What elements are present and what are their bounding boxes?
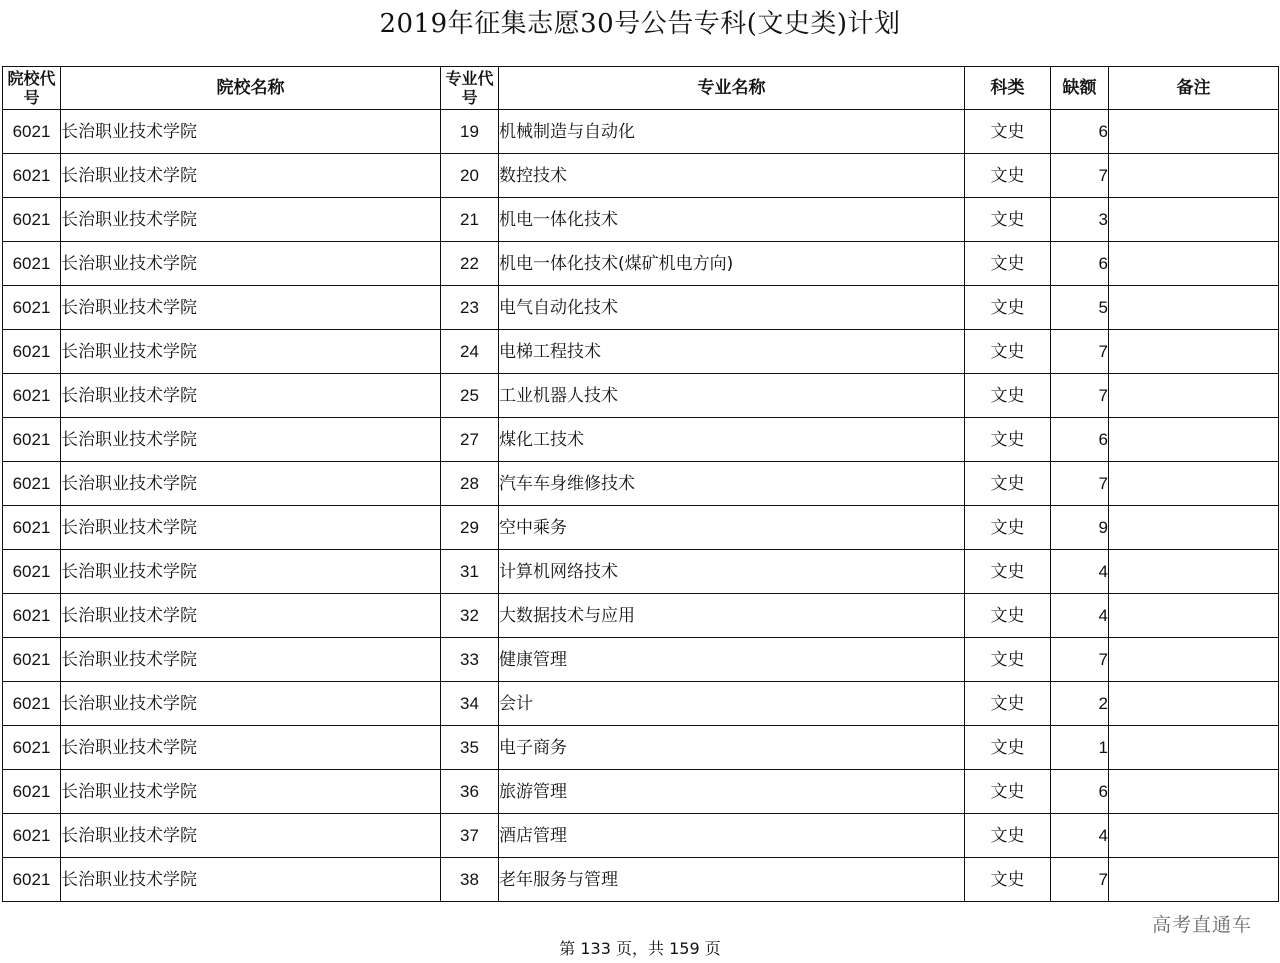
page-title: 2019年征集志愿30号公告专科(文史类)计划 [379,9,901,39]
cell-school-name: 长治职业技术学院 [61,154,441,198]
cell-school-name: 长治职业技术学院 [61,374,441,418]
cell-school-name: 长治职业技术学院 [61,770,441,814]
cell-note [1109,286,1279,330]
cell-category: 文史 [965,242,1051,286]
cell-category: 文史 [965,594,1051,638]
cell-category: 文史 [965,286,1051,330]
cell-major-code: 19 [441,110,499,154]
cell-major-name: 会计 [499,682,965,726]
cell-school-code: 6021 [3,814,61,858]
cell-school-code: 6021 [3,110,61,154]
cell-major-name: 电子商务 [499,726,965,770]
cell-major-name: 大数据技术与应用 [499,594,965,638]
cell-quota: 6 [1051,242,1109,286]
cell-major-code: 35 [441,726,499,770]
cell-major-code: 34 [441,682,499,726]
cell-school-name: 长治职业技术学院 [61,418,441,462]
cell-major-code: 21 [441,198,499,242]
cell-school-code: 6021 [3,770,61,814]
cell-category: 文史 [965,858,1051,902]
cell-category: 文史 [965,110,1051,154]
table-row [3,418,1279,462]
cell-major-code: 31 [441,550,499,594]
table-row [3,330,1279,374]
table-row [3,638,1279,682]
cell-school-name: 长治职业技术学院 [61,858,441,902]
cell-school-name: 长治职业技术学院 [61,726,441,770]
cell-category: 文史 [965,550,1051,594]
cell-note [1109,418,1279,462]
cell-school-name: 长治职业技术学院 [61,286,441,330]
cell-quota: 4 [1051,550,1109,594]
cell-quota: 6 [1051,110,1109,154]
cell-quota: 7 [1051,374,1109,418]
cell-category: 文史 [965,638,1051,682]
cell-school-code: 6021 [3,462,61,506]
cell-major-code: 38 [441,858,499,902]
cell-quota: 1 [1051,726,1109,770]
table-row [3,198,1279,242]
cell-school-code: 6021 [3,638,61,682]
cell-category: 文史 [965,330,1051,374]
table-row [3,550,1279,594]
cell-quota: 2 [1051,682,1109,726]
table-row [3,154,1279,198]
watermark: 高考直通车 [1151,914,1252,936]
cell-school-name: 长治职业技术学院 [61,682,441,726]
cell-quota: 4 [1051,594,1109,638]
cell-note [1109,726,1279,770]
cell-major-code: 27 [441,418,499,462]
cell-major-code: 29 [441,506,499,550]
cell-category: 文史 [965,682,1051,726]
cell-note [1109,682,1279,726]
cell-school-name: 长治职业技术学院 [61,110,441,154]
header-category: 科类 [965,67,1051,110]
cell-category: 文史 [965,418,1051,462]
cell-major-code: 25 [441,374,499,418]
cell-school-code: 6021 [3,550,61,594]
cell-major-code: 22 [441,242,499,286]
cell-quota: 7 [1051,638,1109,682]
cell-major-name: 机电一体化技术 [499,198,965,242]
table-row [3,110,1279,154]
table-body [3,110,1279,902]
cell-note [1109,110,1279,154]
cell-major-name: 汽车车身维修技术 [499,462,965,506]
header-quota: 缺额 [1051,67,1109,110]
cell-note [1109,550,1279,594]
cell-major-name: 计算机网络技术 [499,550,965,594]
cell-major-name: 电梯工程技术 [499,330,965,374]
cell-quota: 7 [1051,462,1109,506]
cell-quota: 7 [1051,330,1109,374]
cell-school-code: 6021 [3,374,61,418]
cell-school-code: 6021 [3,286,61,330]
cell-major-name: 机电一体化技术(煤矿机电方向) [499,242,965,286]
cell-school-name: 长治职业技术学院 [61,594,441,638]
cell-category: 文史 [965,198,1051,242]
cell-major-code: 32 [441,594,499,638]
cell-major-code: 36 [441,770,499,814]
cell-major-name: 机械制造与自动化 [499,110,965,154]
cell-school-name: 长治职业技术学院 [61,462,441,506]
cell-major-name: 煤化工技术 [499,418,965,462]
cell-note [1109,154,1279,198]
table-row [3,506,1279,550]
cell-school-name: 长治职业技术学院 [61,506,441,550]
cell-category: 文史 [965,374,1051,418]
cell-school-code: 6021 [3,506,61,550]
cell-note [1109,330,1279,374]
table-row [3,374,1279,418]
cell-quota: 6 [1051,418,1109,462]
cell-school-name: 长治职业技术学院 [61,242,441,286]
cell-school-code: 6021 [3,154,61,198]
cell-major-name: 电气自动化技术 [499,286,965,330]
cell-major-code: 33 [441,638,499,682]
cell-note [1109,594,1279,638]
cell-category: 文史 [965,770,1051,814]
cell-major-name: 空中乘务 [499,506,965,550]
header-school-code: 院校代号 [3,67,61,110]
cell-major-name: 数控技术 [499,154,965,198]
table-row [3,726,1279,770]
cell-quota: 5 [1051,286,1109,330]
cell-note [1109,242,1279,286]
cell-quota: 3 [1051,198,1109,242]
cell-quota: 6 [1051,770,1109,814]
cell-note [1109,638,1279,682]
cell-school-code: 6021 [3,330,61,374]
cell-school-code: 6021 [3,418,61,462]
cell-school-name: 长治职业技术学院 [61,638,441,682]
cell-note [1109,858,1279,902]
cell-major-name: 健康管理 [499,638,965,682]
cell-note [1109,814,1279,858]
cell-quota: 9 [1051,506,1109,550]
cell-major-code: 37 [441,814,499,858]
cell-category: 文史 [965,814,1051,858]
header-major-name: 专业名称 [499,67,965,110]
table-row [3,770,1279,814]
cell-note [1109,462,1279,506]
table-row [3,814,1279,858]
cell-note [1109,374,1279,418]
cell-major-code: 24 [441,330,499,374]
cell-note [1109,198,1279,242]
table-row [3,858,1279,902]
table-row [3,462,1279,506]
cell-category: 文史 [965,726,1051,770]
cell-major-name: 酒店管理 [499,814,965,858]
header-school-name: 院校名称 [61,67,441,110]
cell-school-code: 6021 [3,682,61,726]
table-row [3,242,1279,286]
cell-major-name: 工业机器人技术 [499,374,965,418]
cell-school-name: 长治职业技术学院 [61,550,441,594]
cell-category: 文史 [965,462,1051,506]
cell-major-code: 28 [441,462,499,506]
table-header-row [3,67,1279,110]
cell-major-name: 老年服务与管理 [499,858,965,902]
cell-quota: 4 [1051,814,1109,858]
cell-school-code: 6021 [3,858,61,902]
cell-school-code: 6021 [3,242,61,286]
cell-major-name: 旅游管理 [499,770,965,814]
cell-major-code: 23 [441,286,499,330]
cell-school-name: 长治职业技术学院 [61,330,441,374]
page-footer: 第 133 页，共 159 页 [559,939,721,958]
cell-category: 文史 [965,154,1051,198]
cell-note [1109,506,1279,550]
table-row [3,594,1279,638]
cell-school-name: 长治职业技术学院 [61,198,441,242]
cell-quota: 7 [1051,858,1109,902]
cell-note [1109,770,1279,814]
table-row [3,682,1279,726]
cell-major-code: 20 [441,154,499,198]
cell-category: 文史 [965,506,1051,550]
cell-school-code: 6021 [3,198,61,242]
header-note: 备注 [1109,67,1279,110]
cell-school-code: 6021 [3,726,61,770]
table-row [3,286,1279,330]
header-major-code: 专业代号 [441,67,499,110]
cell-school-name: 长治职业技术学院 [61,814,441,858]
cell-school-code: 6021 [3,594,61,638]
plan-table [2,66,1279,902]
cell-quota: 7 [1051,154,1109,198]
